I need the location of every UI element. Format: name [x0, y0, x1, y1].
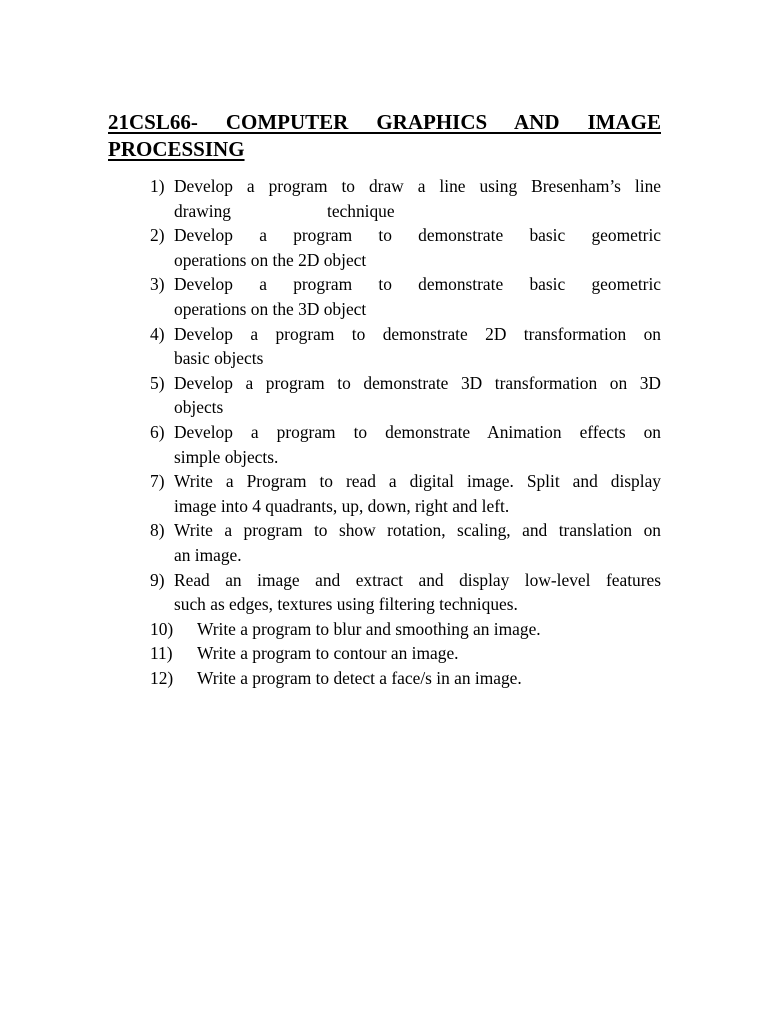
item-text-word: technique [327, 200, 395, 221]
item-number: 2) [150, 225, 165, 246]
item-text-line2 [174, 199, 661, 224]
item-text-word: drawing [174, 200, 231, 221]
item-number: 10) [150, 618, 174, 639]
item-number: 9) [150, 569, 165, 590]
item-text: Write a program to contour an image. [197, 643, 459, 664]
list-item [150, 371, 661, 420]
item-text-line1: Develop a program to demonstrate Animation effects on [174, 421, 661, 442]
list-item [150, 223, 661, 272]
item-text-line1: Write a program to show rotation, scaling, and translation on [174, 520, 661, 541]
item-number: 4) [150, 323, 165, 344]
item-number: 6) [150, 421, 165, 442]
item-text-line2: operations on the 3D object [174, 298, 367, 319]
item-text-line1: Develop a program to demonstrate 2D transformation on [174, 323, 661, 344]
item-text-line2: operations on the 2D object [174, 249, 367, 270]
list-item [150, 641, 661, 666]
item-text-line1: Develop a program to demonstrate 3D transformation on 3D [174, 372, 661, 393]
item-text-line1: Read an image and extract and display low-level features [174, 569, 661, 590]
program-list [150, 174, 661, 690]
item-text-line1: Develop a program to demonstrate basic geometric [174, 274, 661, 295]
list-item [150, 518, 661, 567]
list-item [150, 617, 661, 642]
list-item [150, 420, 661, 469]
item-text-line1: Write a Program to read a digital image. Split and display [174, 471, 661, 492]
item-text: Write a program to detect a face/s in an image. [197, 667, 522, 688]
item-text-line2: image into 4 quadrants, up, down, right and left. [174, 495, 510, 516]
item-text-line2: an image. [174, 544, 242, 565]
item-number: 7) [150, 471, 165, 492]
list-item [150, 469, 661, 518]
list-item [150, 322, 661, 371]
item-text-line1: Develop a program to draw a line using Bresenham’s line [174, 176, 661, 196]
item-number: 11) [150, 643, 173, 664]
item-number: 12) [150, 667, 174, 688]
item-text-line2: objects [174, 397, 224, 418]
list-item [150, 174, 661, 223]
list-item [150, 272, 661, 321]
document-title: 21CSL66- COMPUTER GRAPHICS AND IMAGE PROCESSING [108, 110, 661, 161]
list-item [150, 568, 661, 617]
item-text-line2: basic objects [174, 348, 264, 369]
list-item [150, 666, 661, 691]
item-text: Write a program to blur and smoothing an image. [197, 618, 541, 639]
item-number: 5) [150, 372, 165, 393]
item-text-line2: simple objects. [174, 446, 279, 467]
item-text-line1: Develop a program to demonstrate basic geometric [174, 225, 661, 246]
item-text-line2: such as edges, textures using filtering techniques. [174, 594, 518, 615]
item-number: 3) [150, 274, 165, 295]
item-number: 8) [150, 520, 165, 541]
item-number: 1) [150, 176, 165, 196]
